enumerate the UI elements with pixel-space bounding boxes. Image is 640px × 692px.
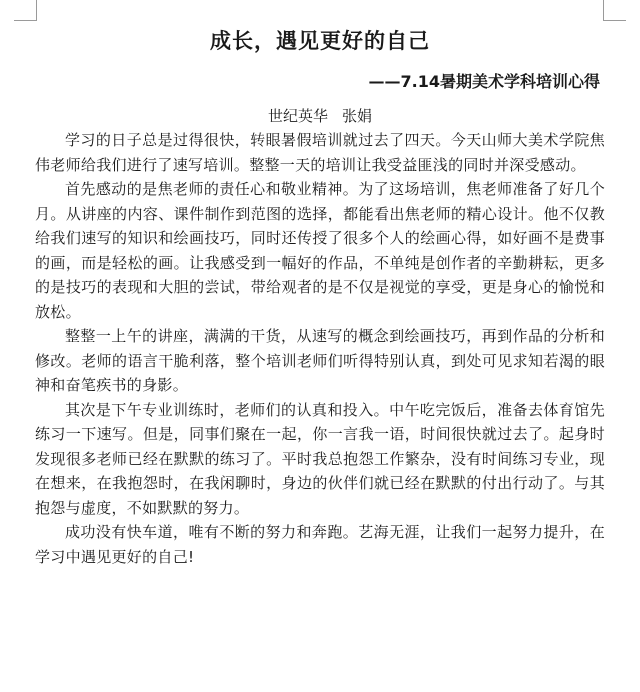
paragraph: 其次是下午专业训练时，老师们的认真和投入。中午吃完饭后，准备去体育馆先练习一下速写。但是，同事们聚在一起，你一言我一语，时间很快就过去了。起身时发现很多老师已经在默默的练习了。平时我总抱怨工作繁杂，没有时间练习专业，现在想来，在我抱怨时，在我闲聊时，身边的伙伴们就已经在默默的付出行动了。与其抱怨与虚度，不如默默的努力。 (35, 400, 605, 517)
paragraph: 学习的日子总是过得很快，转眼暑假培训就过去了四天。今天山师大美术学院焦伟老师给我们进行了速写培训。整整一天的培训让我受益匪浅的同时并深受感动。 (35, 131, 605, 174)
document-title: 成长，遇见更好的自己 (210, 29, 430, 53)
byline-author: 张娟 (342, 107, 373, 125)
page-corner-mark-right (603, 0, 626, 21)
byline-school: 世纪英华 (267, 107, 328, 125)
byline (0, 105, 640, 127)
paragraph: 首先感动的是焦老师的责任心和敬业精神。为了这场培训，焦老师准备了好几个月。从讲座的内容、课件制作到范图的选择，都能看出焦老师的精心设计。他不仅教给我们速写的知识和绘画技巧，同时还传授了很多个人的绘画心得，如好画不是费事的画，而是轻松的画。让我感受到一幅好的作品，不单纯是创作者的辛勤耕耘，更多的是技巧的表现和大胆的尝试，带给观者的是不仅是视觉的享受，更是身心的愉悦和放松。 (35, 180, 605, 321)
document-subtitle: ——7.14暑期美术学科培训心得 (368, 72, 600, 91)
document-body (35, 128, 605, 569)
page-corner-mark-left (14, 0, 37, 21)
paragraph: 成功没有快车道，唯有不断的努力和奔跑。艺海无涯，让我们一起努力提升，在学习中遇见更好的自己! (35, 523, 605, 566)
paragraph: 整整一上午的讲座，满满的干货，从速写的概念到绘画技巧，再到作品的分析和修改。老师的语言干脆利落，整个培训老师们听得特别认真，到处可见求知若渴的眼神和奋笔疾书的身影。 (35, 327, 605, 394)
